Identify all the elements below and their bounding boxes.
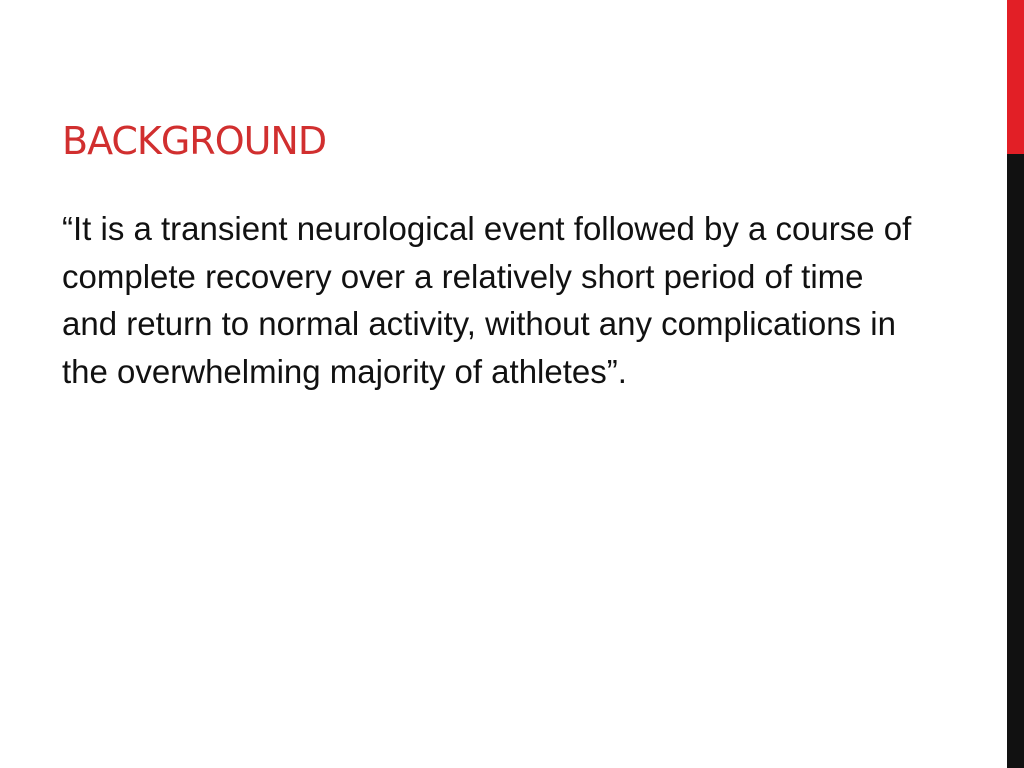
- slide-title: BACKGROUND: [62, 119, 327, 163]
- slide-body-quote: “It is a transient neurological event followed by a course of complete recovery over a relatively short period of time and return to normal activity, without any complications in the overwhelming majority of athletes”.: [62, 210, 912, 390]
- red-accent-stripe: [1007, 0, 1024, 154]
- slide-side-bar: [1007, 0, 1024, 768]
- black-accent-stripe: [1007, 154, 1024, 768]
